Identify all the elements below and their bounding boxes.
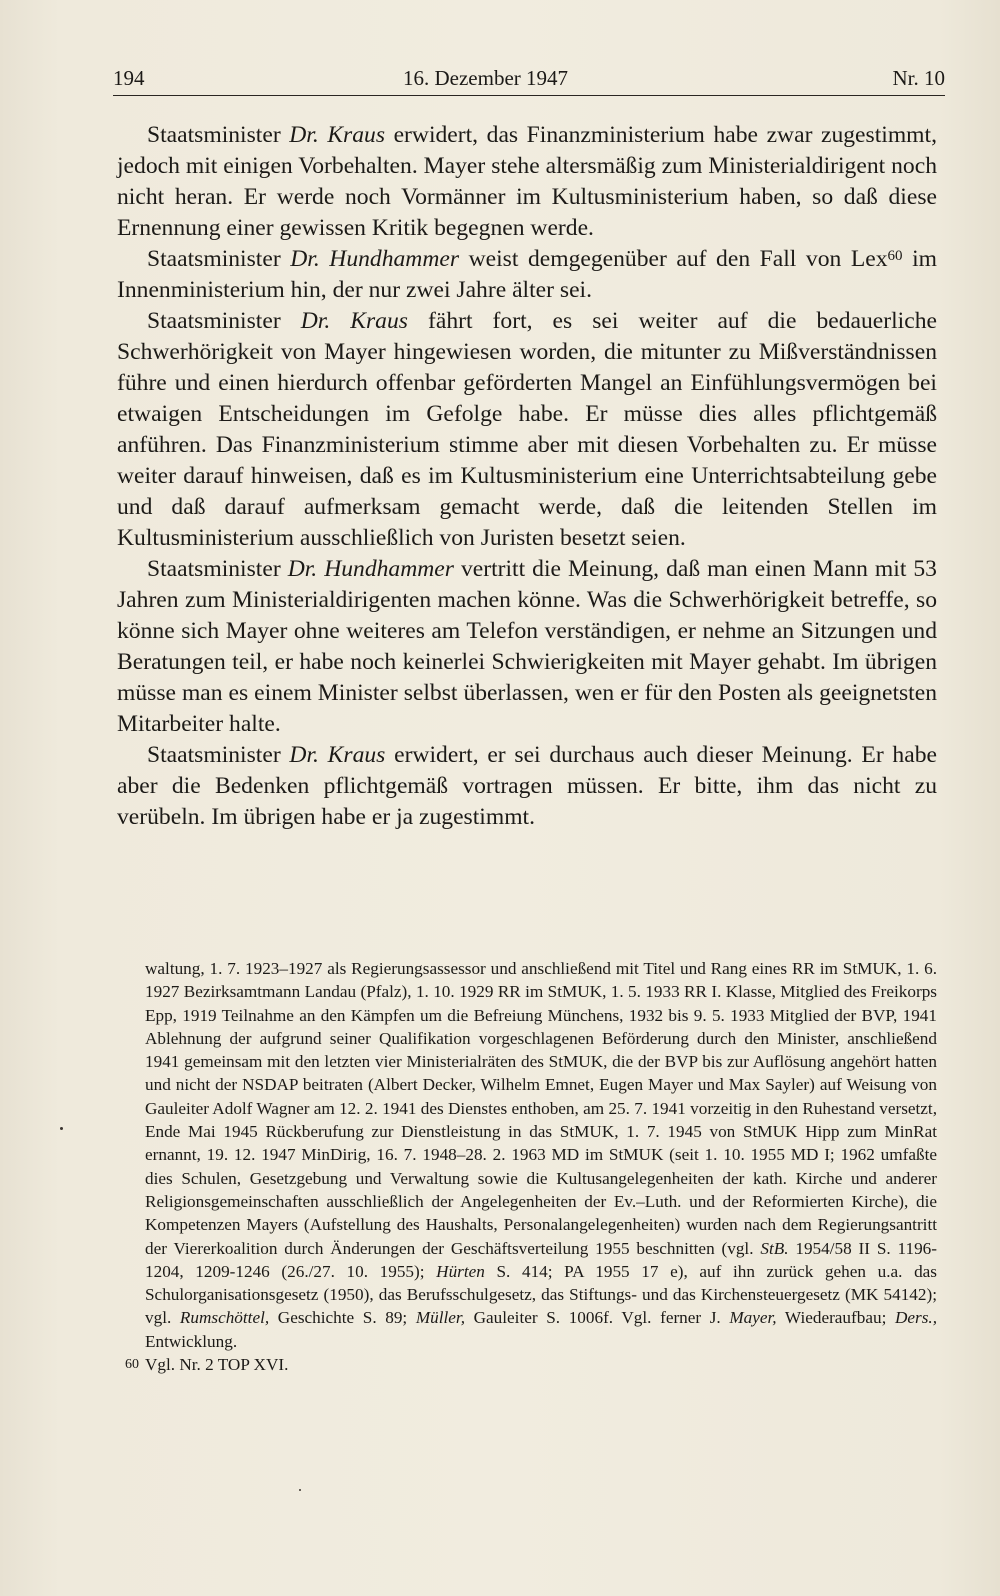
citation-italic: Mayer, [729,1308,777,1328]
paragraph [117,740,937,833]
paragraph-text: erwidert, das Finanzministerium habe zwar zugestimmt, jedoch mit einigen Vorbehalten. Mayer stehe altersmäßig zum Ministerialdirigent noch nicht heran. Er werde noch Vormänner im Kultusministerium haben, so daß diese Ernennung einer gewissen Kritik begegnen werde. [117,122,937,241]
paper-speck [299,1489,301,1491]
speaker-title: Staatsminister [147,556,288,582]
speaker-name: Dr. Hundhammer [287,556,454,582]
paragraph-text: erwidert, er sei durchaus auch dieser Meinung. Er habe aber die Bedenken pflichtgemäß vortragen müssen. Er bitte, ihm das nicht zu verübeln. Im übrigen habe er ja zugestimmt. [117,742,937,830]
footnote-continued: waltung, 1. 7. 1923–1927 als Regierungsassessor und anschließend mit Titel und Rang eines RR im StMUK, 1. 6. 1927 Bezirksamtmann Landau (Pfalz), 1. 10. 1929 RR im StMUK, 1. 5. 1933 RR I. Klasse, Mitglied des Freikorps Epp, 1919 Teilnahme an den Kämpfen um die Befreiung Münchens, 1932 bis 9. 5. 1933 Mitglied der BVP, 1941 Ablehnung der aufgrund seiner Qualifikation vorgeschlagenen Beförderung durch den Minister, anschließend 1941 gemeinsam mit den letzten vier Ministerialräten des StMUK, die der BVP bis zur Auflösung angehört hatten und nicht der NSDAP beitraten (Albert Decker, Wilhelm Emnet, Eugen Mayer und Max Sayler) auf Weisung von Gauleiter Adolf Wagner am 12. 2. 1941 des Dienstes enthoben, am 25. 7. 1941 vorzeitig in den Ruhestand versetzt, Ende Mai 1945 Rückberufung zur Dienstleistung in das StMUK, 1. 7. 1945 von StMUK Hipp zum MinRat ernannt, 19. 12. 1947 MinDirig, 16. 7. 1948–28. 2. 1963 MD im StMUK (seit 1. 10. 1955 MD I; 1962 umfaßte dies Schulen, Gesetzgebung und Verwaltung sowie die Kultusangelegenheiten der kath. Kirche und anderer Religionsgemeinschaften ausschließlich der Angelegenheiten der Ev.–Luth. und der Reformierten Kirche), die Kompetenzen Mayers (Aufstellung des Haushalts, Personalangelegenheiten) wurden nach dem Regierungsantritt der Viererkoalition durch Änderungen der Geschäftsverteilung 1955 beschnitten (vgl. StB. 1954/58 II S. 1196-1204, 1209-1246 (26./27. 10. 1955); Hürten S. 414; PA 1955 17 e), auf ihn zurück gehen u.a. das Schulorganisationsgesetz (1950), das Berufsschulgesetz, das Stiftungs- und das Kirchensteuergesetz (MK 54142); vgl. Rumschöttel, Geschichte S. 89; Müller, Gauleiter S. 1006f. Vgl. ferner J. Mayer, Wiederaufbau; Ders., Entwicklung. [145,959,938,1351]
citation-italic: Rumschöttel, [179,1308,270,1328]
paragraph-text: vertritt die Meinung, daß man einen Mann mit 53 Jahren zum Ministerialdirigenten machen könne. Was die Schwerhörigkeit betreffe, so könne sich Mayer ohne weiteres am Telefon verständigen, er nehme an Sitzungen und Beratungen teil, er habe noch keinerlei Schwierigkeiten mit Mayer gehabt. Im übrigen müsse man es einem Minister selbst überlassen, wen er für den Posten als geeignetsten Mitarbeiter halte. [117,556,937,737]
citation-italic: Ders., [894,1308,937,1328]
speaker-title: Staatsminister [147,742,290,768]
header-rule [113,95,945,96]
citation-italic: Hürten [436,1261,485,1281]
header-date: 16. Dezember 1947 [403,66,569,90]
speaker-title: Staatsminister [147,308,301,334]
speaker-name: Dr. Hundhammer [290,246,460,272]
footnote-reference: 60 [887,248,903,264]
paragraph-text: fährt fort, es sei weiter auf die bedauerliche Schwerhörigkeit von Mayer hingewiesen worden, die mitunter zu Mißverständnissen führe und einen hierdurch offenbar geförderten Mangel an Einfühlungsvermögen bei etwaigen Entscheidungen im Gefolge habe. Er müsse dies alles pflichtgemäß anführen. Das Finanzministerium stimme aber mit diesen Vorbehalten zu. Er müsse weiter darauf hinweisen, daß es im Kultusministerium eine Unterrichtsabteilung gebe und daß darauf aufmerksam gemacht werde, daß die leitenden Stellen im Kultusministerium ausschließlich von Juristen besetzt seien. [117,308,937,551]
paragraph-text: im Innenministerium hin, der nur zwei Jahre älter sei. [117,246,938,303]
speaker-title: Staatsminister [147,246,291,272]
paragraph [117,244,937,306]
running-head [113,60,945,96]
citation-italic: StB. [760,1238,789,1258]
footnote-marker: 60 [125,1357,139,1373]
footnote-60 [125,1353,937,1376]
paragraph [117,554,937,740]
main-text [117,120,937,833]
page-number: 194 [113,66,145,90]
paragraph [117,306,937,554]
footnotes [125,957,938,1376]
document-number: Nr. 10 [892,66,945,90]
speaker-name: Dr. Kraus [289,122,386,148]
speaker-name: Dr. Kraus [289,742,386,768]
speaker-title: Staatsminister [147,122,290,148]
paper-speck [60,1127,63,1130]
paragraph-text: weist demgegenüber auf den Fall von Lex [459,246,888,272]
paragraph [117,120,937,244]
citation-italic: Müller, [415,1308,466,1328]
speaker-name: Dr. Kraus [300,308,408,334]
footnote-text: Vgl. Nr. 2 TOP XVI. [145,1355,289,1375]
